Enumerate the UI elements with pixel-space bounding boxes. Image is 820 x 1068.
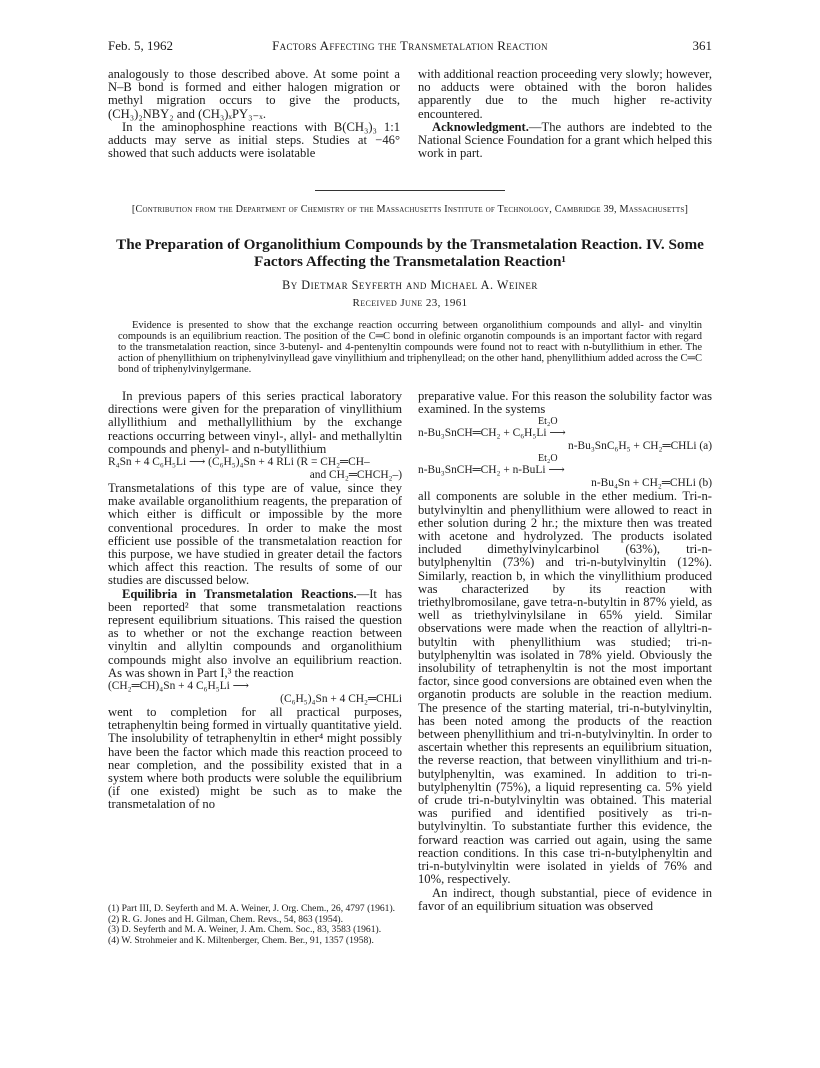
header-page-number: 361 [692,38,712,53]
reaction-condition: Et₂O [538,416,558,428]
article-authors: By Dietmar Seyferth and Michael A. Weiner [282,278,538,292]
equation-b [418,453,712,490]
equation-line: and CH₂═CHCH₂–) [309,469,402,482]
previous-article-left-column [108,68,400,160]
article-title: The Preparation of Organolithium Compounds by the Transmetalation Reaction. IV. Some Factors Affecting the Transmetalation Reaction¹ [116,236,704,270]
equation-line: n-Bu₃SnCH═CH₂ + n-BuLi ⟶ [418,464,565,477]
received-date: Received June 23, 1961 [352,297,468,309]
header-date: Feb. 5, 1962 [108,38,173,53]
paragraph: In previous papers of this series practical laboratory directions were given for the preparation of vinyllithium allyllithium and methallyllithium by the exchange reactions occurring between vinyl-, allyl- and methallyltin compounds and phenyl- and n-butyllithium [108,389,402,456]
paragraph: preparative value. For this reason the solubility factor was examined. In the systems [418,389,712,417]
equation-line: R₄Sn + 4 C₆H₅Li ⟶ (C₆H₅)₄Sn + 4 RLi (R = CH₂═CH– [108,456,370,469]
paragraph: went to completion for all practical purposes, tetraphenyltin being formed in virtually quantitative yield. The insolubility of tetraphenyltin in ether⁴ might possibly have been the factor which made this reaction proceed to near completion, and the possibility existed that in a system where both products were soluble the equilibrium (if one existed) might be such as to make the transmetalation of no [108,705,402,812]
equation-line: n-Bu₄Sn + CH₂═CHLi (b) [591,477,712,490]
paragraph: analogously to those described above. At some point a N–B bond is formed and either halogen migration or methyl migration occurs to give the products, (CH₃)₂NBY₂ and (CH₃)ₓPY₃₋ₓ. [108,67,400,121]
previous-article-right-column [418,68,712,160]
acknowledgment-text: —The authors are indebted to the National Science Foundation for a grant which helped this work in part. [418,119,712,161]
paragraph: An indirect, though substantial, piece of evidence in favor of an equilibrium situation was observed [418,885,712,913]
equation-a [418,416,712,453]
footnote: (1) Part III, D. Seyferth and M. A. Weiner, J. Org. Chem., 26, 4797 (1961). [108,903,396,914]
section-divider [315,190,505,191]
footnote: (3) D. Seyferth and M. A. Weiner, J. Am. Chem. Soc., 83, 3583 (1961). [108,924,382,936]
main-right-column [418,390,712,913]
section-heading: Equilibria in Transmetalation Reactions. [122,586,357,601]
header-running-title: Factors Affecting the Transmetalation Reaction [272,38,548,53]
paragraph-text: —It has been reported² that some transmetalation reactions represent equilibrium situations. This raised the question as to whether or not the exchange reaction between vinyltin and allyltin compounds and organolithium compounds might also involve an equilibrium reaction. As was shown in Part I,³ the reaction [108,586,402,680]
equation-line: n-Bu₃SnCH═CH₂ + C₆H₅Li ⟶ [418,427,566,440]
contribution-line: [Contribution from the Department of Chemistry of the Massachusetts Institute of Technology, Cambridge 39, Massachusetts] [131,204,689,215]
equation-2 [108,680,402,706]
equation-1 [108,456,402,482]
reaction-condition: Et₂O [538,453,558,465]
acknowledgment [418,121,712,161]
abstract-text: Evidence is presented to show that the exchange reaction occurring between organolithium compounds and allyl- and vinyltin compounds is an equilibrium reaction. The position of the C═C bond in olefinic organotin compounds is an important factor with regard to the transmetalation reaction, since 3-butenyl- and 4-pentenyltin compounds were found not to react with n-butyllithium in ether. The action of phenyllithium on triphenylvinyllead gave vinyllithium and triphenyllead; on the other hand, phenyllithium added across the C═C bond of triphenylvinylgermane. [118,320,702,375]
acknowledgment-heading: Acknowledgment. [432,119,529,134]
paragraph: with additional reaction proceeding very slowly; however, no adducts were obtained with the boron halides apparently due to the much higher re-activity encountered. [418,67,712,121]
paragraph: Transmetalations of this type are of value, since they make available organolithium reagents, the preparation of which either is difficult or impossible by the more conventional procedures. In order to make the most efficient use possible of the transmetalation reaction for this purpose, we have studied in greater detail the factors which affect this reaction. The results of some of our studies are discussed below. [108,481,402,588]
footnotes [108,904,402,946]
equation-line: n-Bu₃SnC₆H₅ + CH₂═CHLi (a) [568,440,712,453]
paragraph: all components are soluble in the ether medium. Tri-n-butylvinyltin and phenyllithium were allowed to react in ether solution during 2 hr.; the mixture then was treated with acetone and hydrolyzed. The products isolated included dimethylvinylcarbinol (63%), tri-n-butylphenyltin (73%) and tri-n-butylvinyltin (12%). Similarly, reaction b, in which the vinyllithium produced was characterized by its reaction with triethylbromosilane, gave tetra-n-butyltin in 87% yield, as well as triethylvinylsilane in 65% yield. Similar observations were made when the reaction of allyltri-n-butyltin with phenyllithium was studied; tri-n-butylphenyltin was isolated in 78% yield. Obviously the insolubility of tetraphenyltin is not the most important factor, since good conversions are obtained even when the organotin products are soluble in the reaction medium. The presence of the starting material, tri-n-butylvinyltin, has been noted among the products of the reaction between phenyllithium and tri-n-butylvinyltin. In order to ascertain whether this represents an equilibrium situation, the reverse reaction, that between vinyllithium and tri-n-butylphenyltin, was examined. In addition to tri-n-butylphenyltin (75%), a liquid representing ca. 5% yield of crude tri-n-butylvinyltin was obtained. This material was purified and identified positively as tri-n-butylvinyltin. To substantiate further this evidence, the forward reaction was carried out again, using the same reaction conditions. In this case tri-n-butylphenyltin and tri-n-butylvinyltin were isolated in yields of 76% and 10%, respectively. [418,489,712,887]
footnote: (4) W. Strohmeier and K. Miltenberger, Chem. Ber., 91, 1357 (1958). [108,934,374,946]
main-left-column [108,390,402,812]
paragraph: In the aminophosphine reactions with B(CH₃)₃ 1:1 adducts may serve as initial steps. Studies at −46° showed that such adducts were isolatable [108,119,400,161]
equation-line: (C₆H₅)₄Sn + 4 CH₂═CHLi [280,693,402,706]
abstract [118,321,702,376]
equation-line: (CH₂═CH)₄Sn + 4 C₆H₅Li ⟶ [108,680,250,693]
paragraph [108,588,402,680]
footnote: (2) R. G. Jones and H. Gilman, Chem. Revs., 54, 863 (1954). [108,913,344,925]
